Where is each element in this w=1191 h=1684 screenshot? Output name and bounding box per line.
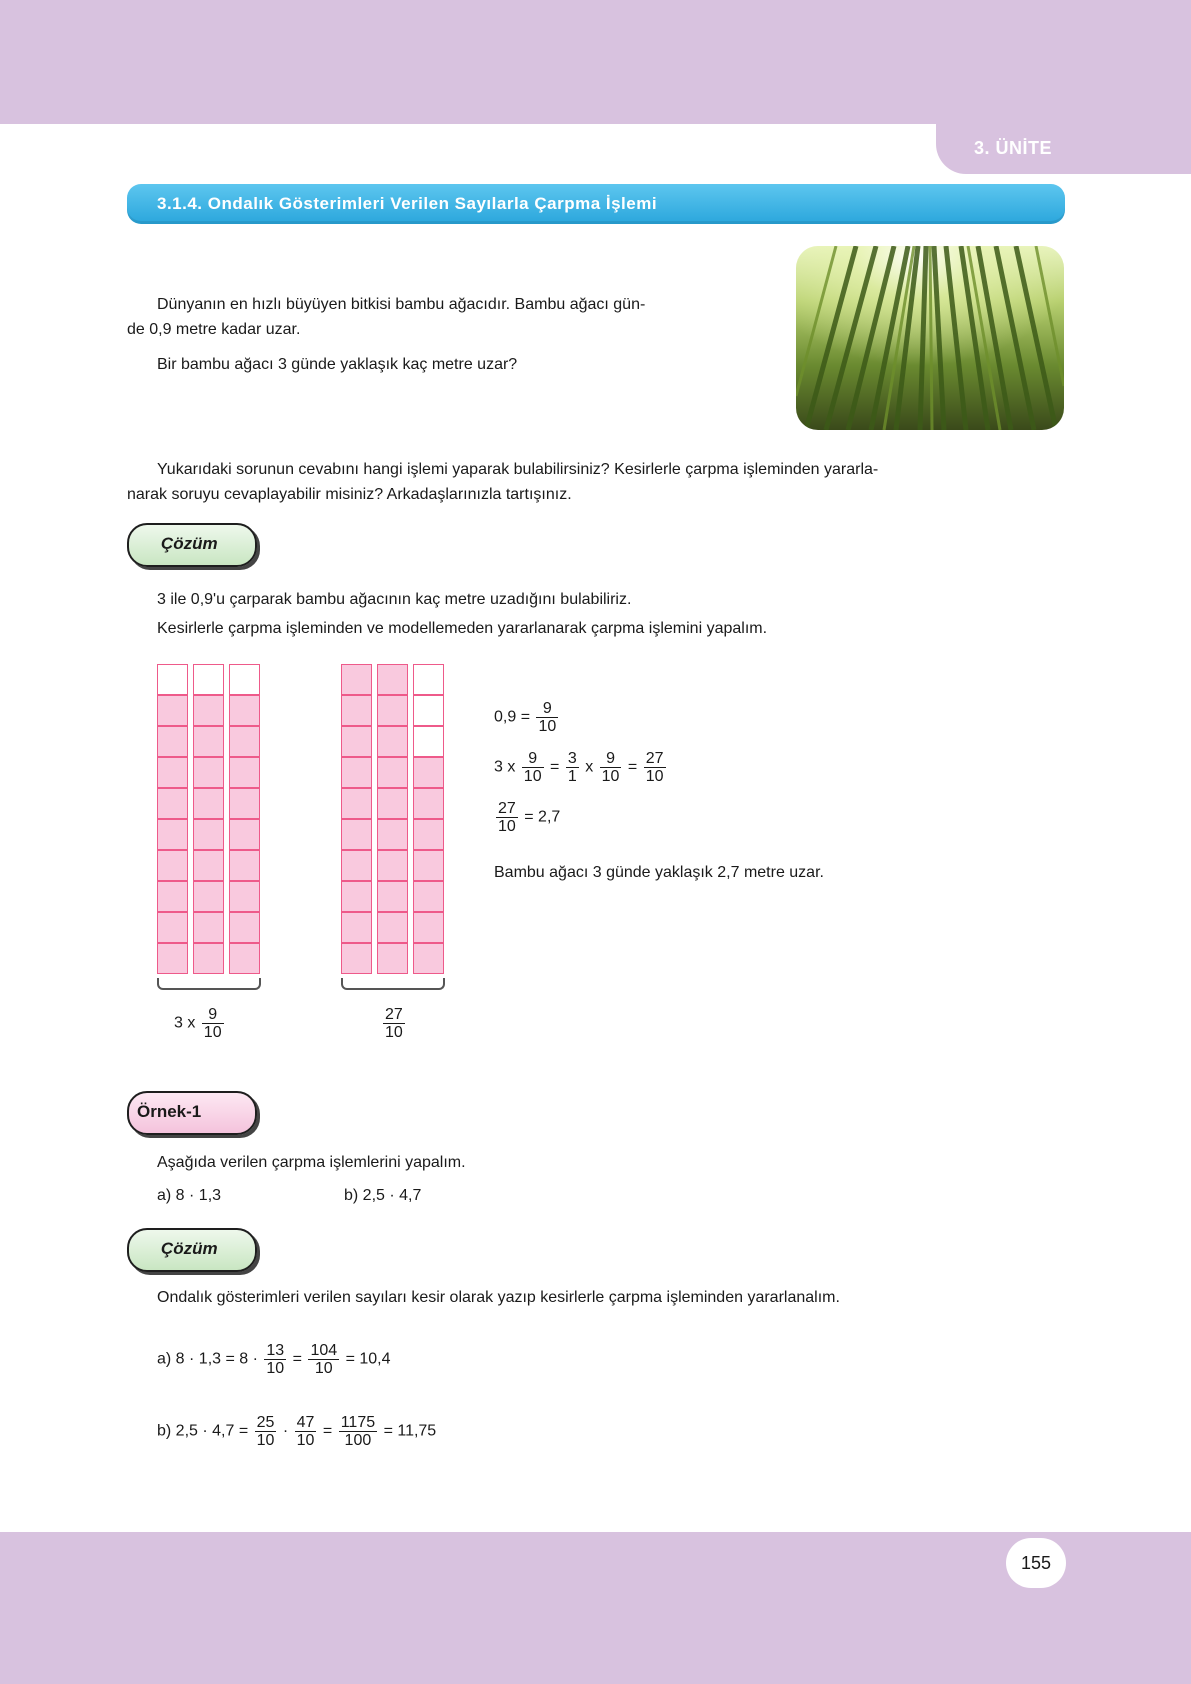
sol2b-f3-num: 1175 (340, 1414, 376, 1431)
bamboo-forest-image (796, 246, 1064, 430)
grid-cell (341, 788, 372, 819)
sol2a-result: = 10,4 (345, 1350, 391, 1368)
grid-cell (341, 726, 372, 757)
grid-cell (413, 850, 444, 881)
section-title: 3.1.4. Ondalık Gösterimleri Verilen Sayılarla Çarpma İşlemi (157, 194, 658, 213)
solution-label-1 (127, 523, 257, 567)
eq1-den: 10 (538, 718, 557, 735)
sol2b-f3-den: 100 (344, 1432, 372, 1449)
brace-right (341, 978, 445, 990)
grid-cell (229, 788, 260, 819)
grid-cell (193, 819, 224, 850)
grid-cell (377, 788, 408, 819)
grid-cell (229, 757, 260, 788)
intro-line-1: Dünyanın en hızlı büyüyen bitkisi bambu ağacıdır. Bambu ağacı gün- (157, 296, 646, 313)
brace-left (157, 978, 261, 990)
grid-cell (377, 850, 408, 881)
grid-cell (413, 881, 444, 912)
sol2a-fraction-2 (308, 1342, 339, 1377)
eq3-den: 10 (498, 818, 516, 835)
solution1-answer: Bambu ağacı 3 günde yaklaşık 2,7 metre uzar. (494, 864, 824, 881)
eq2-f2-den: 1 (567, 768, 577, 785)
grid-cell (413, 819, 444, 850)
model-right-den: 10 (385, 1024, 403, 1041)
model-right-num: 27 (385, 1006, 403, 1023)
sol2b-f1-den: 10 (256, 1432, 275, 1449)
example1-item-b: b) 2,5 · 4,7 (344, 1187, 422, 1204)
sol2a-prefix: a) 8 · 1,3 = 8 · (157, 1350, 258, 1368)
grid-cell (377, 819, 408, 850)
unit-tab (936, 124, 1191, 174)
sol2a-f1-num: 13 (266, 1342, 285, 1359)
grid-cell (377, 726, 408, 757)
grid-cell (193, 726, 224, 757)
sol2b-fraction-2 (295, 1414, 317, 1449)
sol2a-f2-den: 10 (314, 1360, 333, 1377)
equation-2 (494, 750, 668, 785)
eq2-op3: = (627, 758, 638, 776)
example1-item-a: a) 8 · 1,3 (157, 1187, 222, 1204)
sol2b-op2: = (322, 1422, 333, 1440)
example-label-1-text: Örnek-1 (137, 1102, 202, 1121)
grid-cell (193, 695, 224, 726)
top-band (0, 0, 1191, 124)
bamboo-photo (796, 246, 1064, 430)
model-right-label (381, 1006, 407, 1041)
example1-instruction: Aşağıda verilen çarpma işlemlerini yapalım. (157, 1154, 466, 1171)
grid-cell (229, 726, 260, 757)
grid-cell (341, 881, 372, 912)
solution2-equation-b (157, 1414, 436, 1449)
grid-cell (193, 788, 224, 819)
grid-cell (229, 664, 260, 695)
solution2-text: Ondalık gösterimleri verilen sayıları kesir olarak yazıp kesirlerle çarpma işleminden yararlanalım. (157, 1289, 840, 1306)
grid-cell (413, 695, 444, 726)
grid-cell (229, 912, 260, 943)
grid-cell (193, 757, 224, 788)
eq2-fraction-2 (566, 750, 579, 785)
eq3-num: 27 (498, 800, 516, 817)
grid-cell (377, 943, 408, 974)
grid-cell (341, 943, 372, 974)
grid-cell (413, 757, 444, 788)
sol2b-result: = 11,75 (383, 1422, 437, 1440)
grid-cell (193, 912, 224, 943)
model-left-fraction (202, 1006, 224, 1041)
sol2b-fraction-3 (339, 1414, 377, 1449)
eq2-fraction-1 (522, 750, 544, 785)
discussion-line-2: narak soruyu cevaplayabilir misiniz? Arkadaşlarınızla tartışınız. (127, 486, 572, 503)
grid-cell (157, 664, 188, 695)
grid-cell (377, 664, 408, 695)
sol2b-fraction-1 (255, 1414, 277, 1449)
grid-cell (341, 757, 372, 788)
grid-cell (157, 726, 188, 757)
grid-cell (413, 943, 444, 974)
grid-cell (377, 912, 408, 943)
grid-cell (157, 850, 188, 881)
grid-cell (193, 850, 224, 881)
unit-label: 3. ÜNİTE (974, 138, 1053, 158)
grid-cell (229, 695, 260, 726)
grid-cell (157, 943, 188, 974)
eq2-op2: x (585, 758, 594, 776)
eq1-num: 9 (536, 700, 558, 718)
eq2-op1: = (550, 758, 560, 776)
sol2b-f1-num: 25 (256, 1414, 275, 1431)
model-grid-left (157, 664, 260, 974)
eq2-f3-num: 9 (600, 750, 622, 768)
sol2b-prefix: b) 2,5 · 4,7 = (157, 1422, 249, 1440)
grid-cell (341, 819, 372, 850)
model-left-prefix: 3 x (174, 1014, 196, 1032)
model-left-num: 9 (202, 1006, 224, 1024)
discussion-line-1: Yukarıdaki sorunun cevabını hangi işlemi yaparak bulabilirsiniz? Kesirlerle çarpma işleminden yararla- (157, 461, 879, 478)
grid-cell (377, 881, 408, 912)
solution1-line-2: Kesirlerle çarpma işleminden ve modellemeden yararlanarak çarpma işlemini yapalım. (157, 620, 768, 637)
solution1-line-1: 3 ile 0,9'u çarparak bambu ağacının kaç metre uzadığını bulabiliriz. (157, 591, 632, 608)
grid-cell (193, 664, 224, 695)
eq2-f3-den: 10 (601, 768, 620, 785)
grid-cell (413, 912, 444, 943)
grid-cell (413, 788, 444, 819)
equation-3 (494, 800, 560, 835)
model-left-label (174, 1006, 226, 1041)
model-right-fraction (383, 1006, 405, 1041)
grid-cell (229, 850, 260, 881)
eq1-fraction (536, 700, 558, 735)
grid-cell (157, 881, 188, 912)
grid-cell (229, 881, 260, 912)
eq2-f4-den: 10 (645, 768, 664, 785)
equation-1 (494, 700, 560, 735)
solution-label-2-text: Çözüm (161, 1239, 218, 1258)
grid-cell (341, 850, 372, 881)
grid-cell (157, 757, 188, 788)
model-left-den: 10 (203, 1024, 222, 1041)
grid-cell (193, 881, 224, 912)
eq1-lhs: 0,9 = (494, 708, 531, 726)
intro-line-2: de 0,9 metre kadar uzar. (127, 321, 301, 338)
section-title-bar (127, 184, 1065, 224)
grid-cell (413, 664, 444, 695)
sol2a-f2-num: 104 (310, 1342, 338, 1359)
solution-label-2 (127, 1228, 257, 1272)
eq2-f2-num: 3 (567, 750, 577, 767)
sol2a-f1-den: 10 (266, 1360, 285, 1377)
grid-cell (157, 819, 188, 850)
intro-question: Bir bambu ağacı 3 günde yaklaşık kaç metre uzar? (157, 356, 518, 373)
grid-cell (157, 788, 188, 819)
sol2b-f2-num: 47 (296, 1414, 315, 1431)
grid-cell (377, 695, 408, 726)
grid-cell (413, 726, 444, 757)
page-number: 155 (1006, 1538, 1066, 1588)
eq2-f1-num: 9 (522, 750, 544, 768)
sol2b-op1: · (282, 1422, 289, 1440)
grid-cell (341, 664, 372, 695)
model-grid-right (341, 664, 444, 974)
sol2a-fraction-1 (264, 1342, 286, 1377)
grid-cell (157, 912, 188, 943)
solution2-equation-a (157, 1342, 391, 1377)
eq2-f1-den: 10 (523, 768, 542, 785)
eq2-fraction-4 (644, 750, 666, 785)
grid-cell (193, 943, 224, 974)
example-label-1 (127, 1091, 257, 1135)
eq2-fraction-3 (600, 750, 622, 785)
grid-cell (157, 695, 188, 726)
eq3-fraction (496, 800, 518, 835)
eq2-f4-num: 27 (645, 750, 664, 767)
sol2a-op: = (292, 1350, 302, 1368)
grid-cell (229, 943, 260, 974)
grid-cell (341, 912, 372, 943)
eq2-prefix: 3 x (494, 758, 516, 776)
grid-cell (341, 695, 372, 726)
eq3-rhs: = 2,7 (524, 808, 561, 826)
grid-cell (377, 757, 408, 788)
solution-label-1-text: Çözüm (161, 534, 218, 553)
sol2b-f2-den: 10 (296, 1432, 315, 1449)
grid-cell (229, 819, 260, 850)
